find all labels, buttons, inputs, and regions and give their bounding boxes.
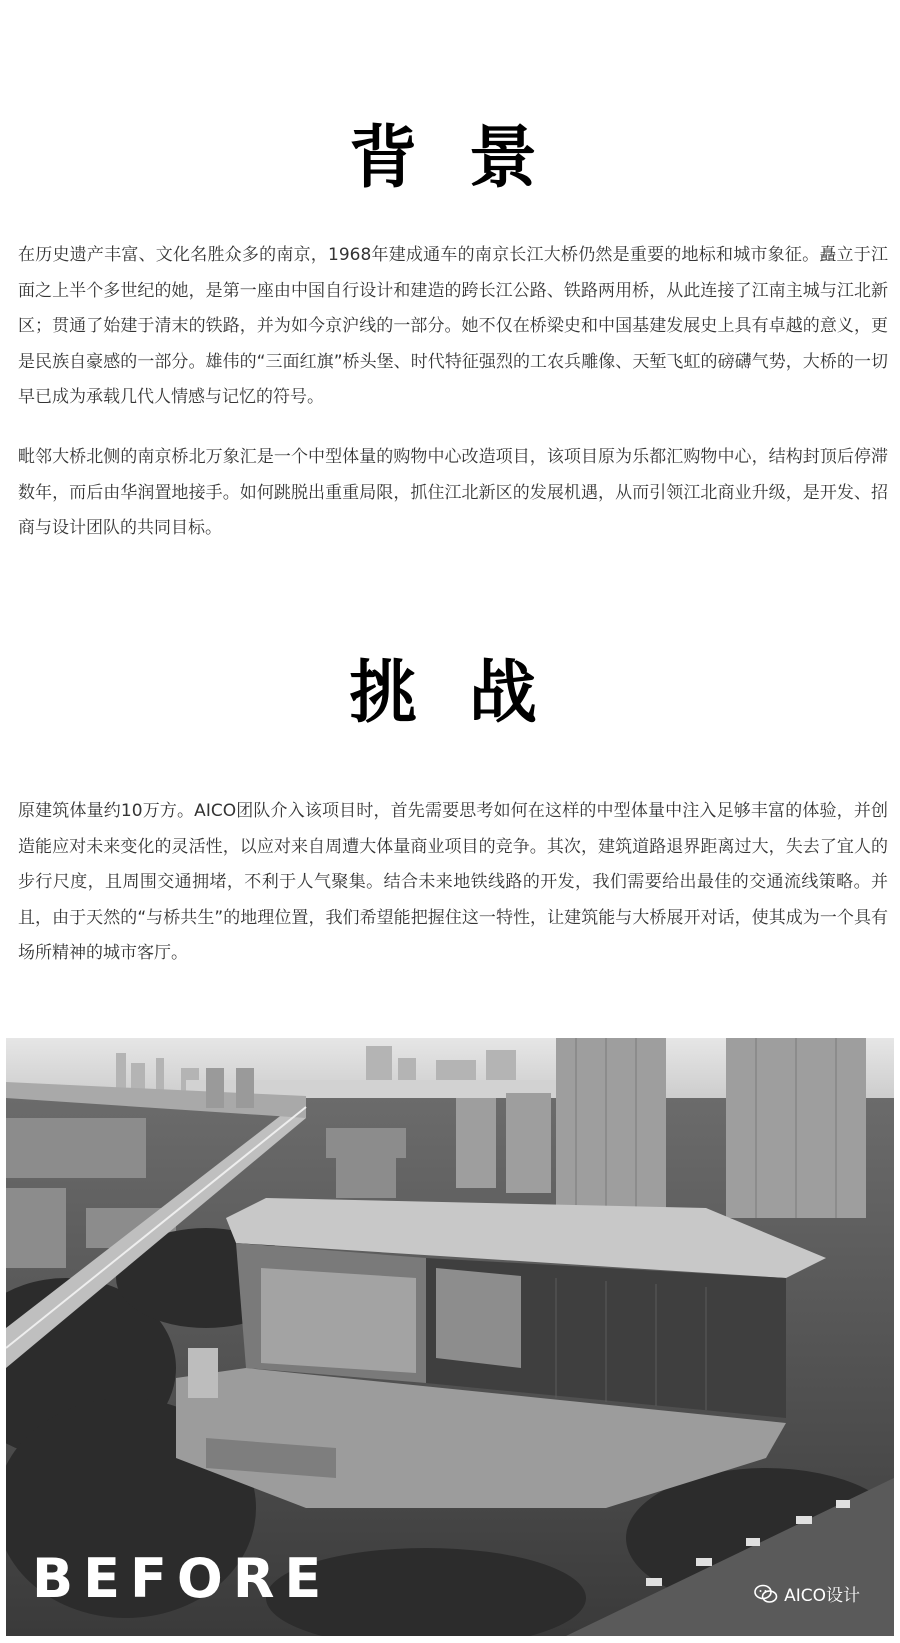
section-title-background: 背 景	[349, 119, 551, 198]
section-title-challenge: 挑 战	[349, 654, 551, 733]
background-paragraph-2: 毗邻大桥北侧的南京桥北万象汇是一个中型体量的购物中心改造项目，该项目原为乐都汇购物中心，结构封顶后停滞数年，而后由华润置地接手。如何跳脱出重重局限，抓住江北新区的发展机遇，从而引领江北商业升级，是开发、招商与设计团队的共同目标。	[18, 447, 888, 538]
before-label: BEFORE	[32, 1547, 332, 1610]
background-paragraph-1: 在历史遗产丰富、文化名胜众多的南京，1968年建成通车的南京长江大桥仍然是重要的地标和城市象征。矗立于江面之上半个多世纪的她，是第一座由中国自行设计和建造的跨长江公路、铁路两用桥，从此连接了江南主城与江北新区；贯通了始建于清末的铁路，并为如今京沪线的一部分。她不仅在桥梁史和中国基建发展史上具有卓越的意义，更是民族自豪感的一部分。雄伟的“三面红旗”桥头堡、时代特征强烈的工农兵雕像、天堑飞虹的磅礴气势，大桥的一切早已成为承载几代人情感与记忆的符号。	[18, 245, 888, 407]
challenge-paragraph-1: 原建筑体量约10万方。AICO团队介入该项目时，首先需要思考如何在这样的中型体量中注入足够丰富的体验，并创造能应对未来变化的灵活性，以应对来自周遭大体量商业项目的竞争。其次，建筑道路退界距离过大，失去了宜人的步行尺度，且周围交通拥堵，不利于人气聚集。结合未来地铁线路的开发，我们需要给出最佳的交通流线策略。并且，由于天然的“与桥共生”的地理位置，我们希望能把握住这一特性，让建筑能与大桥展开对话，使其成为一个具有场所精神的城市客厅。	[18, 801, 888, 963]
before-photo	[6, 1038, 894, 1636]
wechat-icon	[754, 1584, 778, 1604]
watermark-text: AICO设计	[784, 1586, 860, 1606]
watermark	[754, 1581, 860, 1606]
